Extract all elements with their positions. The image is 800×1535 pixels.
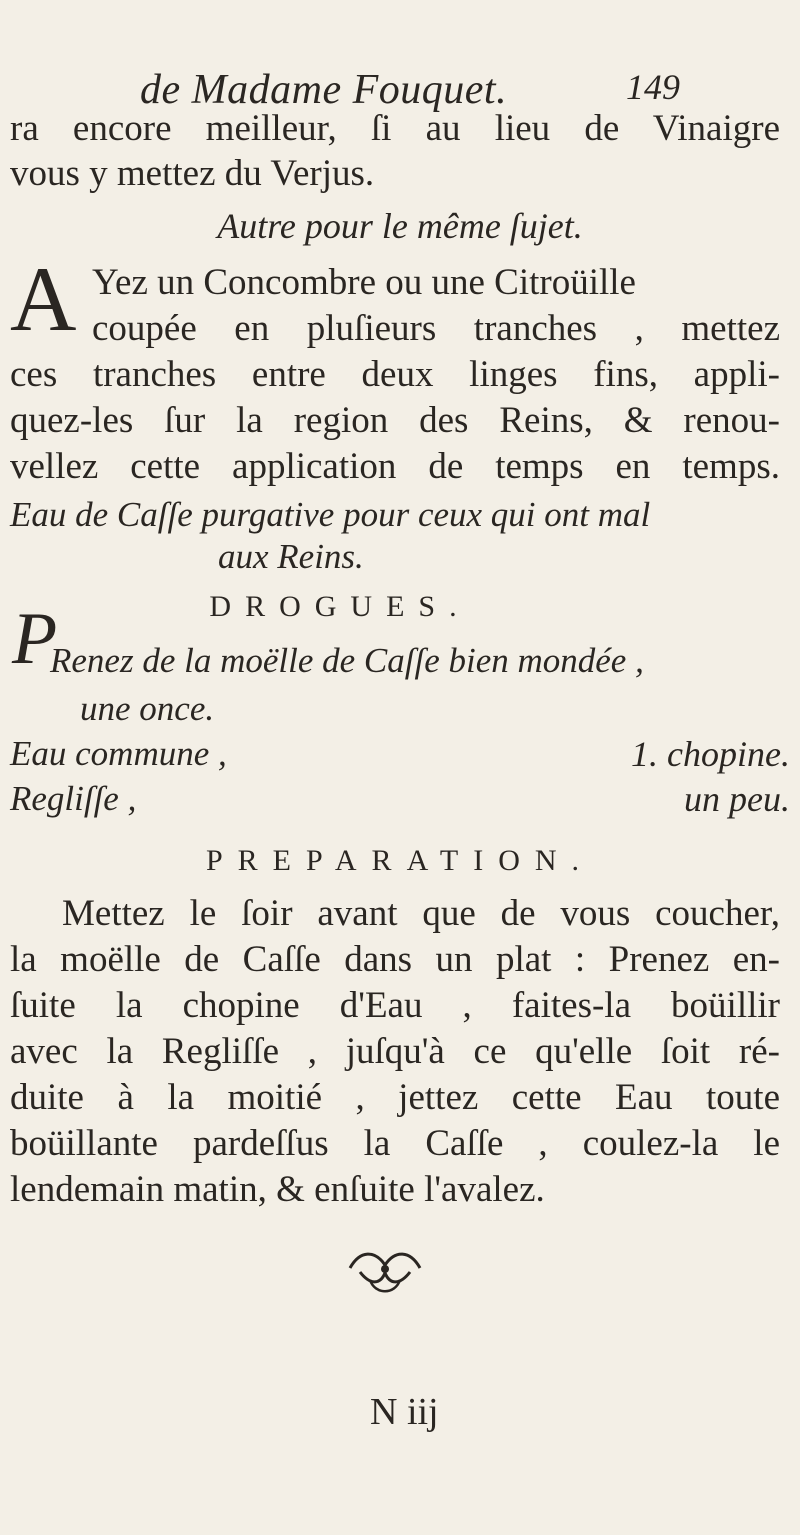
ingredient-amount: un peu. bbox=[684, 779, 790, 819]
page-number: 149 bbox=[626, 67, 680, 107]
ingredient-name: Eau commune , bbox=[10, 734, 227, 773]
intro-line: ra encore meilleur, ſi au lieu de Vinaigre bbox=[10, 108, 780, 149]
running-title: de Madame Fouquet. bbox=[140, 67, 508, 113]
paragraph-line: ces tranches entre deux linges fins, appli- bbox=[10, 354, 780, 395]
signature-mark: N iij bbox=[370, 1391, 439, 1433]
section-title: Autre pour le même ſujet. bbox=[217, 206, 583, 246]
paragraph-line bbox=[92, 262, 780, 304]
running-header bbox=[140, 66, 680, 113]
preparation-line: ſuite la chopine d'Eau , faites-la boüillir bbox=[10, 985, 780, 1026]
drop-cap: A bbox=[10, 248, 77, 350]
section-title: Eau de Caſſe purgative pour ceux qui ont mal bbox=[10, 495, 651, 534]
section-title-cont: aux Reins. bbox=[218, 537, 364, 576]
preparation-line: avec la Regliſſe , juſqu'à ce qu'elle ſoit ré- bbox=[10, 1031, 780, 1072]
fleuron-ornament-icon bbox=[340, 1240, 430, 1300]
preparation-line: lendemain matin, & enſuite l'avalez. bbox=[10, 1169, 545, 1210]
paragraph-line: quez-les ſur la region des Reins, & renou- bbox=[10, 400, 780, 441]
paragraph-line: coupée en pluſieurs tranches , mettez bbox=[92, 308, 780, 349]
ingredient-amount: 1. chopine. bbox=[631, 734, 790, 774]
ingredient-name: Regliſſe , bbox=[10, 779, 137, 818]
preparation-line: Mettez le ſoir avant que de vous coucher, bbox=[62, 893, 780, 934]
preparation-line: la moëlle de Caſſe dans un plat : Prenez en- bbox=[10, 939, 780, 980]
paragraph-line-text: Yez un Concombre ou une Citroüille bbox=[92, 262, 636, 303]
preparation-line: boüillante pardeſſus la Caſſe , coulez-la le bbox=[10, 1123, 780, 1164]
preparation-heading: PREPARATION. bbox=[205, 844, 595, 877]
drop-cap: P bbox=[12, 598, 58, 680]
ingredient-line: Renez de la moëlle de Caſſe bien mondée , bbox=[50, 641, 644, 680]
paragraph-line: vellez cette application de temps en temps. bbox=[10, 446, 780, 487]
drogues-heading: DROGUES. bbox=[209, 590, 471, 623]
preparation-line: duite à la moitié , jettez cette Eau toute bbox=[10, 1077, 780, 1118]
ingredient-line: une once. bbox=[80, 689, 215, 728]
intro-line: vous y mettez du Verjus. bbox=[10, 153, 375, 194]
